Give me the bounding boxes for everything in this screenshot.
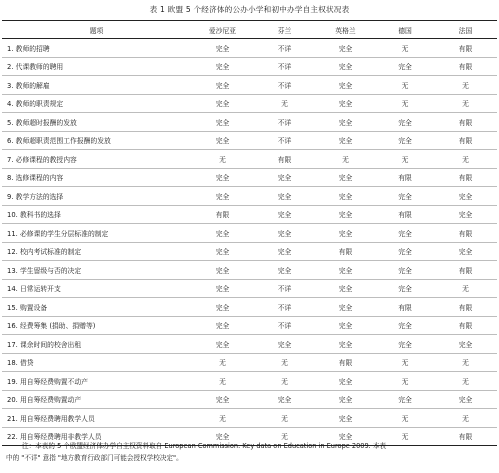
row-item-label: 20. 用自筹经费购置动产 [2,390,191,409]
table-row [2,113,497,132]
cell-france: 完全 [434,187,497,206]
cell-estonia: 完全 [191,131,254,150]
cell-france: 无 [434,150,497,169]
row-item-label: 7. 必修课程的教授内容 [2,150,191,169]
cell-germany: 完全 [376,242,434,261]
cell-estonia: 完全 [191,242,254,261]
cell-england: 完全 [315,131,376,150]
cell-finland: 无 [254,409,315,428]
table-caption: 表 1 欧盟 5 个经济体的公办小学和初中办学自主权状况表 [149,5,350,14]
cell-germany: 完全 [376,279,434,298]
table-row [2,168,497,187]
cell-england: 完全 [315,94,376,113]
cell-france: 有限 [434,316,497,335]
note-line-2: 中的 "不详" 意指 "地方教育行政部门可能会授权学校决定"。 [6,454,183,462]
cell-germany: 无 [376,427,434,446]
table-row [2,353,497,372]
table-row [2,409,497,428]
cell-germany: 完全 [376,131,434,150]
cell-finland: 完全 [254,335,315,354]
cell-germany: 完全 [376,57,434,76]
cell-france: 有限 [434,298,497,317]
cell-germany: 有限 [376,298,434,317]
table-row [2,390,497,409]
cell-france: 有限 [434,224,497,243]
cell-france: 完全 [434,242,497,261]
cell-finland: 有限 [254,150,315,169]
row-item-label: 11. 必修课的学生分层标准的制定 [2,224,191,243]
cell-england: 完全 [315,298,376,317]
cell-france: 无 [434,409,497,428]
row-item-label: 2. 代课教师的聘用 [2,57,191,76]
cell-estonia: 完全 [191,279,254,298]
header-england: 英格兰 [315,21,376,39]
cell-germany: 有限 [376,205,434,224]
row-item-label: 14. 日常运转开支 [2,279,191,298]
cell-england: 完全 [315,76,376,95]
row-item-label: 12. 校内考试标准的制定 [2,242,191,261]
cell-finland: 不详 [254,316,315,335]
cell-estonia: 完全 [191,427,254,446]
row-item-label: 5. 教师超时报酬的发放 [2,113,191,132]
cell-france: 有限 [434,131,497,150]
cell-finland: 完全 [254,224,315,243]
cell-finland: 完全 [254,261,315,280]
cell-finland: 完全 [254,205,315,224]
table-row [2,57,497,76]
cell-finland: 不详 [254,131,315,150]
cell-finland: 不详 [254,76,315,95]
row-item-label: 18. 借贷 [2,353,191,372]
header-estonia: 爱沙尼亚 [191,21,254,39]
cell-england: 完全 [315,390,376,409]
cell-germany: 无 [376,409,434,428]
cell-france: 有限 [434,427,497,446]
row-item-label: 22. 用自筹经费聘用非教学人员 [2,427,191,446]
cell-france: 有限 [434,113,497,132]
row-item-label: 4. 教师的职责规定 [2,94,191,113]
cell-estonia: 完全 [191,76,254,95]
row-item-label: 17. 课余时间的校舍出租 [2,335,191,354]
cell-estonia: 无 [191,409,254,428]
cell-estonia: 完全 [191,57,254,76]
cell-england: 完全 [315,187,376,206]
cell-finland: 不详 [254,113,315,132]
table-row [2,298,497,317]
cell-germany: 无 [376,150,434,169]
row-item-label: 10. 教科书的选择 [2,205,191,224]
cell-germany: 无 [376,372,434,391]
header-row [2,21,497,39]
table-row [2,150,497,169]
cell-england: 完全 [315,205,376,224]
row-item-label: 8. 选修课程的内容 [2,168,191,187]
cell-estonia: 完全 [191,261,254,280]
cell-england: 完全 [315,261,376,280]
table-row [2,335,497,354]
cell-estonia: 完全 [191,390,254,409]
cell-estonia: 无 [191,353,254,372]
row-item-label: 6. 教师超职责范围工作报酬的发放 [2,131,191,150]
autonomy-table [2,20,497,446]
cell-france: 无 [434,94,497,113]
cell-estonia: 完全 [191,224,254,243]
table-note [6,440,494,464]
cell-england: 完全 [315,335,376,354]
cell-estonia: 完全 [191,335,254,354]
row-item-label: 15. 购置设备 [2,298,191,317]
header-france: 法国 [434,21,497,39]
cell-england: 完全 [315,57,376,76]
row-item-label: 3. 教师的解雇 [2,76,191,95]
cell-england: 完全 [315,279,376,298]
cell-england: 完全 [315,372,376,391]
cell-france: 有限 [434,168,497,187]
cell-france: 无 [434,279,497,298]
cell-finland: 不详 [254,279,315,298]
cell-france: 有限 [434,57,497,76]
row-item-label: 1. 教师的招聘 [2,39,191,58]
cell-germany: 完全 [376,224,434,243]
cell-estonia: 有限 [191,205,254,224]
note-line-1: 注：本表的 5 个欧盟经济体办学自主权资料取自 European Commission. Key data on Education in Europe 2009. 本表 [22,442,387,450]
header-item: 题项 [2,21,191,39]
table-row [2,279,497,298]
cell-france: 完全 [434,205,497,224]
cell-england: 完全 [315,224,376,243]
cell-france: 有限 [434,39,497,58]
table-row [2,205,497,224]
cell-france: 无 [434,76,497,95]
table-row [2,39,497,58]
cell-finland: 无 [254,353,315,372]
cell-germany: 无 [376,94,434,113]
cell-germany: 完全 [376,316,434,335]
row-item-label: 9. 教学方法的选择 [2,187,191,206]
cell-france: 无 [434,372,497,391]
cell-finland: 不详 [254,57,315,76]
cell-finland: 不详 [254,39,315,58]
table-row [2,316,497,335]
cell-england: 完全 [315,316,376,335]
cell-estonia: 完全 [191,187,254,206]
cell-estonia: 完全 [191,113,254,132]
cell-england: 无 [315,150,376,169]
row-item-label: 16. 经费筹集 (捐助、捐赠等) [2,316,191,335]
cell-france: 完全 [434,335,497,354]
cell-estonia: 完全 [191,168,254,187]
cell-finland: 完全 [254,242,315,261]
row-item-label: 19. 用自筹经费购置不动产 [2,372,191,391]
cell-germany: 无 [376,76,434,95]
cell-england: 完全 [315,113,376,132]
cell-germany: 完全 [376,261,434,280]
table-row [2,242,497,261]
header-finland: 芬兰 [254,21,315,39]
header-germany: 德国 [376,21,434,39]
cell-finland: 无 [254,372,315,391]
cell-england: 完全 [315,409,376,428]
cell-france: 完全 [434,390,497,409]
cell-estonia: 完全 [191,316,254,335]
cell-england: 完全 [315,427,376,446]
cell-england: 完全 [315,39,376,58]
cell-france: 有限 [434,261,497,280]
cell-estonia: 完全 [191,39,254,58]
cell-finland: 完全 [254,390,315,409]
cell-germany: 完全 [376,335,434,354]
table-row [2,76,497,95]
cell-finland: 完全 [254,168,315,187]
cell-finland: 不详 [254,298,315,317]
cell-estonia: 无 [191,372,254,391]
cell-france: 无 [434,353,497,372]
cell-germany: 完全 [376,390,434,409]
row-item-label: 21. 用自筹经费聘用教学人员 [2,409,191,428]
cell-england: 完全 [315,168,376,187]
cell-england: 有限 [315,353,376,372]
table-row [2,372,497,391]
table-row [2,131,497,150]
cell-finland: 无 [254,94,315,113]
cell-estonia: 无 [191,150,254,169]
table-row [2,187,497,206]
cell-estonia: 完全 [191,298,254,317]
cell-germany: 有限 [376,168,434,187]
cell-germany: 完全 [376,113,434,132]
cell-england: 有限 [315,242,376,261]
cell-finland: 完全 [254,187,315,206]
table-row [2,261,497,280]
table-header [2,21,497,39]
cell-germany: 无 [376,353,434,372]
cell-germany: 无 [376,39,434,58]
table-body [2,39,497,446]
cell-finland: 无 [254,427,315,446]
row-item-label: 13. 学生留级与否的决定 [2,261,191,280]
cell-estonia: 完全 [191,94,254,113]
table-row [2,94,497,113]
table-row [2,224,497,243]
cell-germany: 完全 [376,187,434,206]
